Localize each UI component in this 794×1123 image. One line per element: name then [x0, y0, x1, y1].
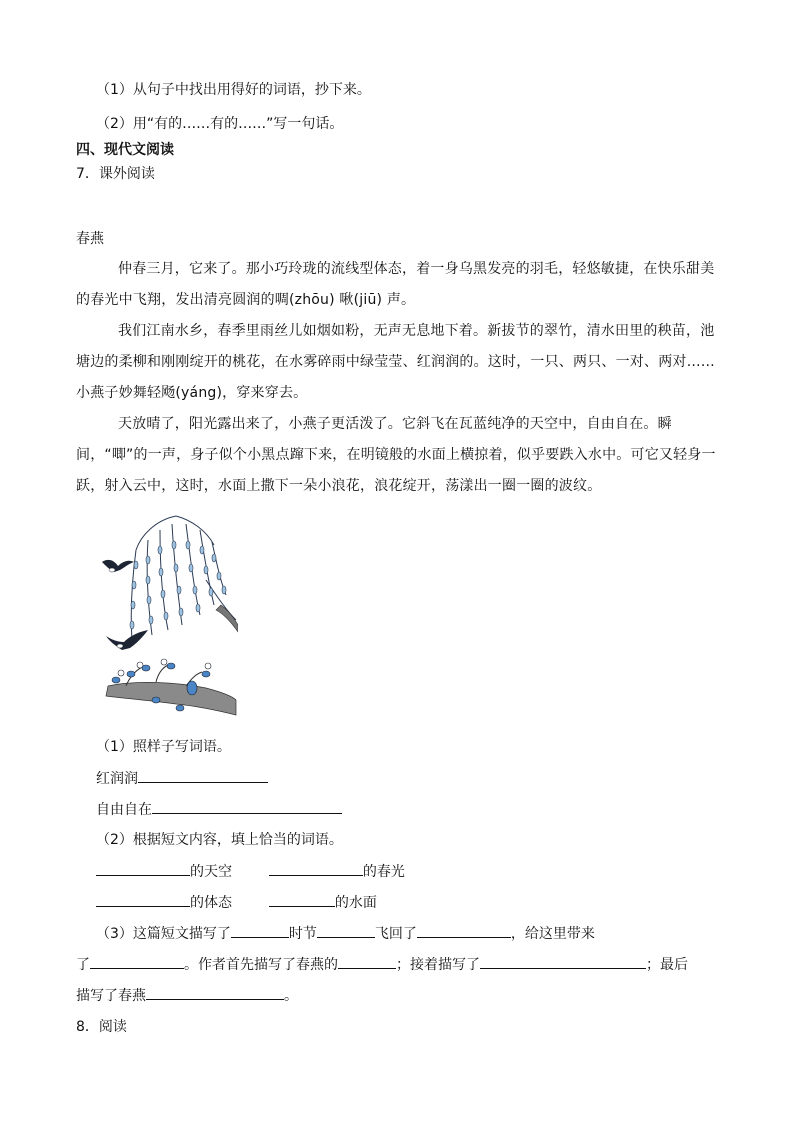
swallow-icon: [102, 560, 134, 572]
q7-sub2-prompt: （2）根据短文内容，填上恰当的词语。: [96, 832, 343, 848]
answer-blank[interactable]: [269, 861, 363, 876]
fill-label-spring-light: 的春光: [362, 864, 405, 880]
q7-sub3-line-2: [76, 954, 688, 975]
fill-label-water: 的水面: [334, 895, 377, 911]
q7-sub1-prompt: （1）照样子写词语。: [96, 739, 231, 755]
q3-text: 了: [76, 957, 90, 973]
q3-text: 飞回了: [374, 926, 417, 942]
answer-blank[interactable]: [96, 861, 190, 876]
example-word-1: 红润润: [96, 771, 138, 787]
answer-blank[interactable]: [317, 923, 375, 938]
section-heading: 四、现代文阅读: [76, 142, 174, 158]
q3-text: ；接着描写了: [396, 957, 480, 973]
answer-blank[interactable]: [96, 892, 190, 907]
q7-sub1-example-2: [96, 799, 342, 820]
answer-blank[interactable]: [231, 923, 289, 938]
swallow-icon: [106, 630, 148, 650]
q3-text: 描写了春燕: [76, 988, 146, 1004]
answer-blank[interactable]: [146, 985, 284, 1000]
q7-sub2-row-2: [96, 892, 377, 913]
q7-sub2-row-1: [96, 861, 405, 882]
answer-blank[interactable]: [138, 768, 268, 783]
q3-text: 。: [284, 988, 298, 1004]
passage-title: 春燕: [76, 231, 104, 247]
q3-text: （3）这篇短文描写了: [96, 926, 231, 942]
q7-sub3-line-1: [96, 923, 595, 944]
fill-label-sky: 的天空: [190, 864, 232, 880]
passage-paragraph-2: 我们江南水乡，春季里雨丝儿如烟如粉，无声无息地下着。新拔节的翠竹，清水田里的秧苗，池塘边的柔柳和刚刚绽开的桃花，在水雾碎雨中绿莹莹、红润润的。这时，一只、两只、一对、两对……小燕子妙舞轻飏(yáng)，穿来穿去。: [76, 323, 715, 401]
answer-blank[interactable]: [338, 954, 396, 969]
q7-label: 7．课外阅读: [76, 166, 155, 182]
q6-sub1: （1）从句子中找出用得好的词语，抄下来。: [96, 82, 371, 98]
answer-blank[interactable]: [152, 799, 342, 814]
answer-blank[interactable]: [269, 892, 335, 907]
example-word-2: 自由自在: [96, 802, 152, 818]
q3-text: 时节: [288, 926, 317, 942]
q6-sub2: （2）用“有的……有的……”写一句话。: [96, 116, 344, 132]
passage-paragraph-1: 仲春三月，它来了。那小巧玲珑的流线型体态，着一身乌黑发亮的羽毛，轻悠敏捷，在快乐甜美的春光中飞翔，发出清亮圆润的啁(zhōu) 啾(jiū) 声。: [76, 261, 715, 308]
willow-swallow-illustration: [96, 510, 238, 718]
q7-sub1-example-1: [96, 768, 268, 789]
answer-blank[interactable]: [90, 954, 184, 969]
q7-sub3-line-3: [76, 985, 298, 1006]
passage-paragraph-3: 天放晴了，阳光露出来了，小燕子更活泼了。它斜飞在瓦蓝纯净的天空中，自由自在。瞬间，“唧”的一声，身子似个小黑点蹿下来，在明镜般的水面上横掠着，似乎要跌入水中。可它又轻身一跃，射入云中，这时，水面上撒下一朵小浪花，浪花绽开，荡漾出一圈一圈的波纹。: [76, 416, 716, 494]
q8-label: 8．阅读: [76, 1019, 127, 1035]
q3-text: ，给这里带来: [510, 926, 595, 942]
q3-text: 。作者首先描写了春燕的: [184, 957, 338, 973]
q3-text: ；最后: [646, 957, 688, 973]
answer-blank[interactable]: [480, 954, 646, 969]
fill-label-body: 的体态: [190, 895, 232, 911]
answer-blank[interactable]: [417, 923, 511, 938]
